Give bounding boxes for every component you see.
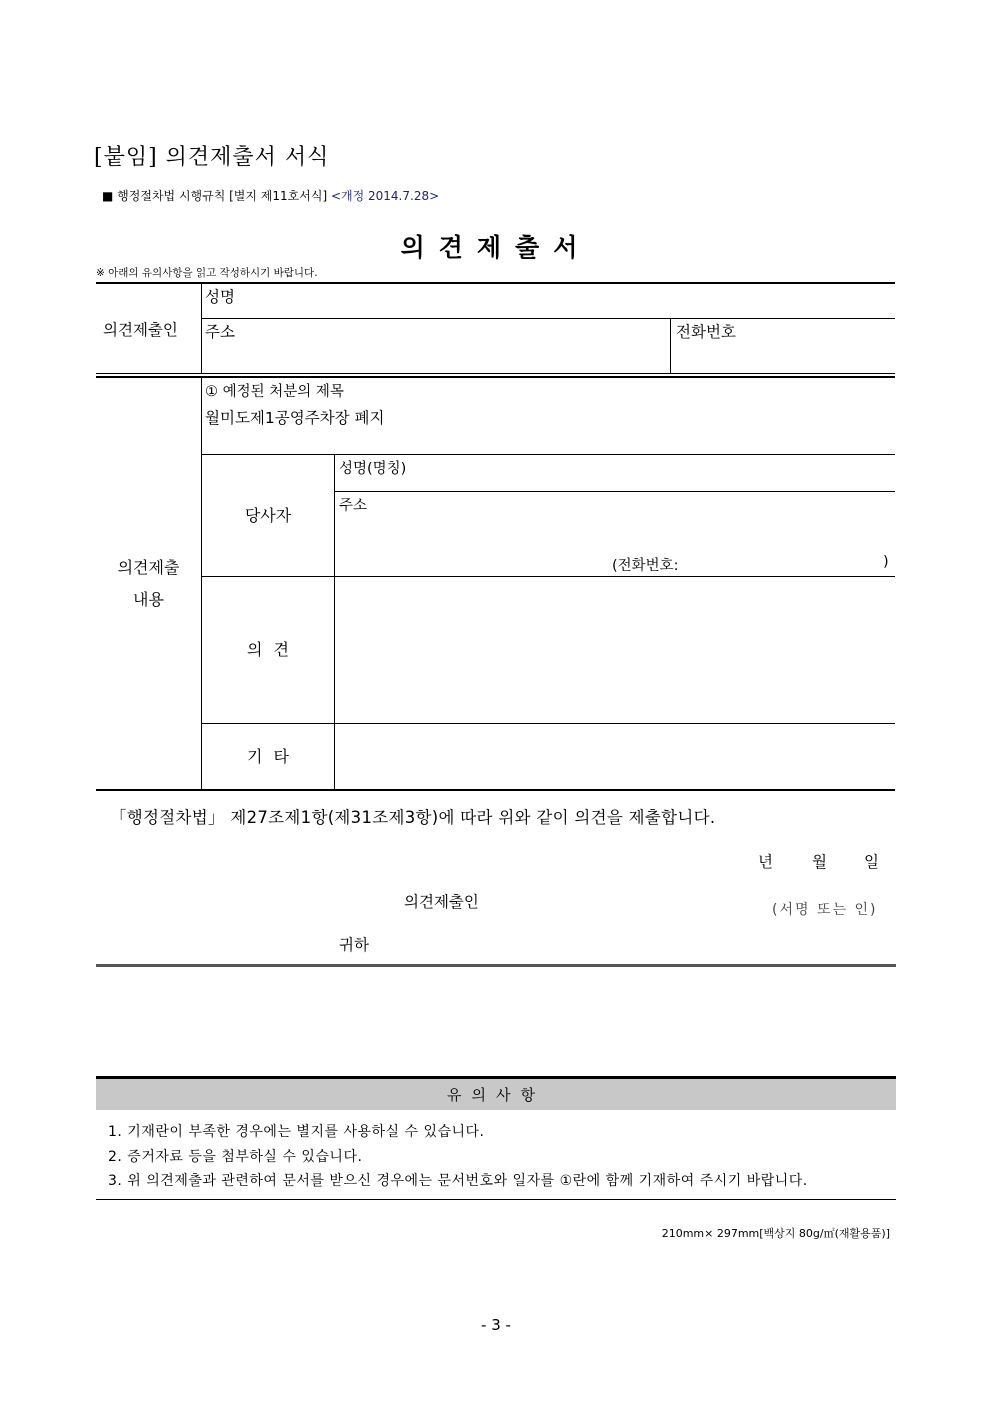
paper-spec: 210mm× 297mm[백상지 80g/㎡(재활용품)] [661, 1227, 890, 1240]
submitter-section-label: 의견제출인 [103, 321, 178, 339]
subject-value: 월미도제1공영주차장 폐지 [205, 409, 385, 427]
date-month: 월 [812, 853, 827, 871]
subject-label: ① 예정된 처분의 제목 [205, 384, 344, 400]
row-divider [96, 373, 895, 374]
form-instruction: ※ 아래의 유의사항을 읽고 작성하시기 바랍니다. [96, 267, 318, 279]
table-bottom-border [96, 789, 895, 791]
party-name-label: 성명(명칭) [339, 461, 407, 477]
notes-header: 유의사항 [96, 1076, 896, 1110]
party-phone-open: (전화번호: [612, 558, 679, 574]
addressee-label: 귀하 [339, 936, 369, 954]
legal-basis-text: 행정절차법 시행규칙 [별지 제11호서식] [117, 189, 328, 203]
page-number: - 3 - [481, 1316, 511, 1334]
other-label: 기 타 [247, 746, 289, 766]
form-title: 의견제출서 [400, 233, 592, 262]
opinion-label: 의 견 [247, 640, 289, 659]
content-section-label [96, 552, 201, 616]
table-top-border [96, 282, 895, 284]
content-section-label-line1: 의견제출 [117, 558, 180, 577]
row-divider [202, 318, 895, 319]
row-divider [96, 376, 895, 378]
legal-basis [102, 187, 439, 204]
notes-bottom-border [96, 1199, 896, 1200]
phone-label: 전화번호 [676, 323, 736, 341]
declaration-bottom-border [96, 964, 896, 967]
note-item: 3. 위 의견제출과 관련하여 문서를 받으신 경우에는 문서번호와 일자를 ①란에 함께 기재하여 주시기 바랍니다. [108, 1173, 808, 1189]
column-divider [670, 318, 671, 374]
signature-hint: (서명 또는 인) [772, 902, 878, 918]
column-divider [334, 455, 335, 790]
address-label: 주소 [205, 323, 235, 341]
note-item: 1. 기재란이 부족한 경우에는 별지를 사용하실 수 있습니다. [108, 1124, 485, 1140]
party-phone-close: ) [883, 554, 889, 570]
date-day: 일 [864, 853, 879, 871]
bullet-icon: ■ [102, 189, 114, 203]
row-divider [335, 491, 895, 492]
party-label: 당사자 [244, 505, 292, 525]
note-item: 2. 증거자료 등을 첨부하실 수 있습니다. [108, 1149, 363, 1165]
date-year: 년 [758, 853, 773, 871]
declaration-text: 「행정절차법」 제27조제1항(제31조제3항)에 따라 위와 같이 의견을 제출합니다. [110, 808, 716, 827]
content-section-label-line2: 내용 [133, 590, 164, 609]
signer-label: 의견제출인 [404, 893, 479, 911]
revision-note: <개정 2014.7.28> [330, 189, 440, 203]
column-divider [201, 283, 202, 374]
attachment-title: [붙임] 의견제출서 서식 [94, 145, 330, 170]
party-address-label: 주소 [339, 498, 368, 514]
name-label: 성명 [205, 288, 235, 306]
